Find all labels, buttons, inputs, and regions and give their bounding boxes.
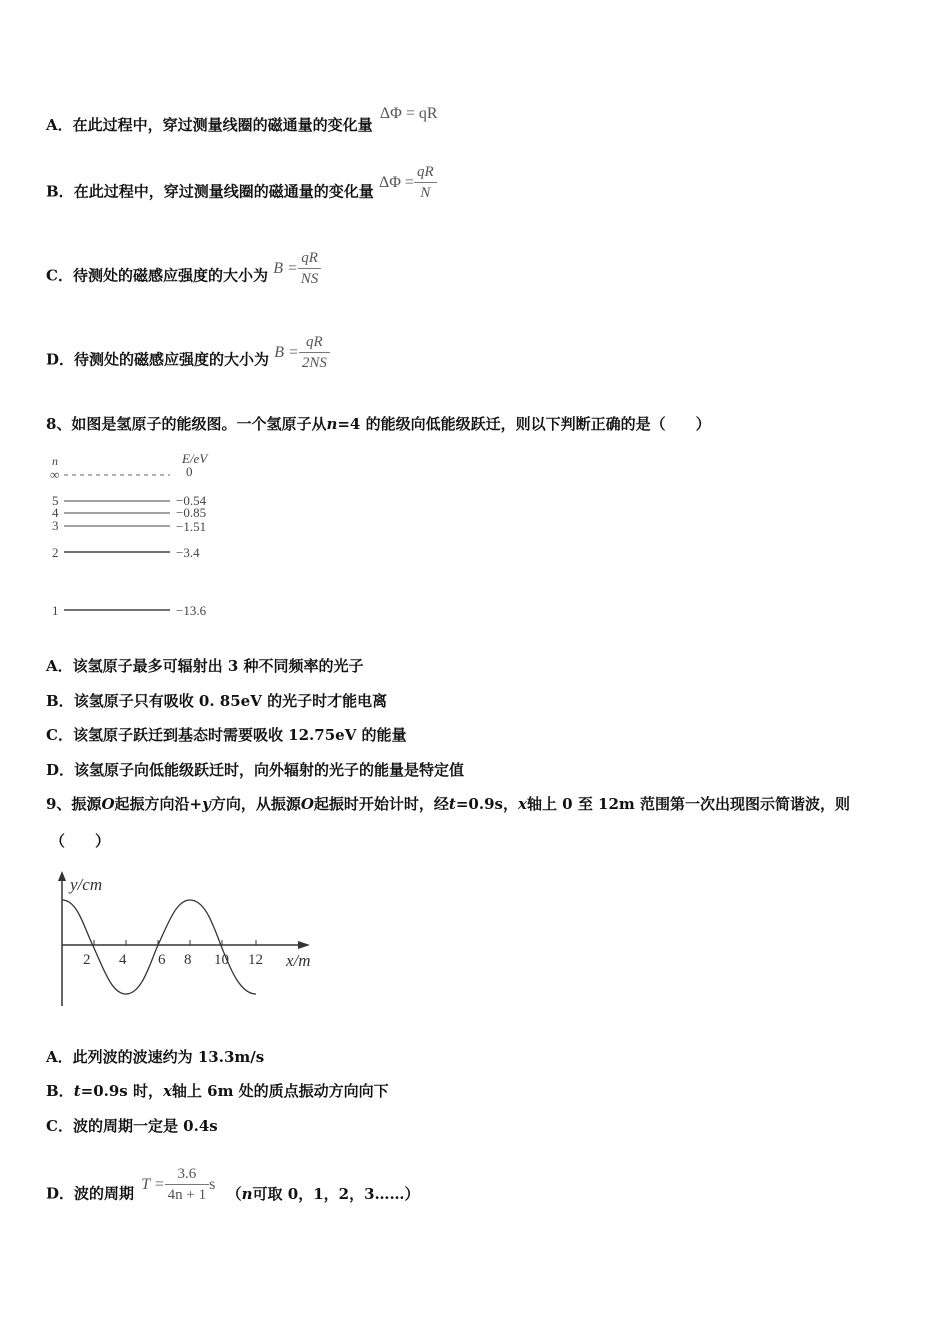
tick-label: 10 [214, 952, 229, 968]
stem-text: =4 的能级向低能级跃迁，则以下判断正确的是（ ） [337, 415, 711, 433]
option-label: D． [46, 350, 75, 369]
option-label: C． [46, 726, 73, 744]
stem-variable: O [300, 795, 314, 813]
fraction [298, 248, 322, 289]
option-label: D． [46, 1184, 75, 1203]
tick-label: 4 [119, 952, 127, 968]
q8-option-b [46, 690, 387, 711]
stem-text: 方向，从振源 [210, 795, 301, 813]
q9-option-b [46, 1080, 389, 1101]
energy-axis-label: E/eV [182, 451, 208, 466]
q8-option-c [46, 724, 407, 745]
n-axis-label: n [52, 454, 58, 468]
y-axis-arrow [58, 871, 66, 881]
option-text: 该氢原子跃迁到基态时需要吸收 12.75eV 的能量 [72, 726, 407, 744]
stem-variable: n [326, 415, 338, 433]
tick-label: 2 [83, 952, 91, 968]
option-text: =0.9s 时， [80, 1082, 163, 1100]
numerator: 3.6 [165, 1164, 209, 1185]
q9-option-d [46, 1166, 420, 1215]
energy-level-diagram [44, 450, 234, 625]
formula-lhs: T = [141, 1175, 165, 1193]
option-text: 波的周期 [74, 1184, 135, 1203]
option-text: 在此过程中，穿过测量线圈的磁通量的变化量 [73, 182, 374, 201]
denominator: N [420, 185, 431, 201]
option-text: 此列波的波速约为 13.3m/s [72, 1048, 265, 1066]
q7-option-a [46, 105, 438, 135]
stem-text: 轴上 0 至 12m 范围第一次出现图示简谐波，则 [526, 795, 851, 813]
q7-option-d [46, 334, 330, 381]
numerator: qR [299, 332, 330, 353]
option-text: 轴上 6m 处的质点振动方向向下 [171, 1082, 389, 1100]
wave-graph [50, 868, 330, 1013]
q9-stem [46, 793, 850, 814]
level-n-4: 4 [52, 505, 59, 520]
option-label: A． [46, 116, 73, 134]
x-axis-label: x/m [286, 951, 311, 970]
option-text: 该氢原子最多可辐射出 3 种不同频率的光子 [72, 657, 364, 675]
formula-lhs: B = [274, 343, 299, 361]
unit: s [209, 1175, 216, 1193]
level-e-3: −1.51 [176, 519, 207, 534]
variable-t: t [73, 1082, 81, 1100]
stem-text: 起振方向沿+ [114, 795, 203, 813]
tick-label: 8 [184, 952, 192, 968]
numerator: qR [414, 162, 437, 183]
q7-option-b [46, 164, 437, 213]
denominator: 4n + 1 [167, 1187, 207, 1203]
option-text: 在此过程中，穿过测量线圈的磁通量的变化量 [72, 116, 373, 134]
stem-text: 起振时开始计时，经 [313, 795, 449, 813]
note [227, 1185, 420, 1203]
level-e-4: −0.85 [176, 505, 207, 520]
stem-variable: y [202, 795, 211, 813]
option-label: A． [46, 657, 73, 675]
fraction [299, 332, 330, 373]
formula-lhs: B = [273, 259, 298, 277]
denominator: 2NS [301, 355, 327, 371]
stem-text: 8、如图是氢原子的能级图。一个氢原子从 [46, 415, 327, 433]
y-axis-label: y/cm [70, 875, 103, 894]
note-variable: n [241, 1184, 253, 1203]
wave-curve [62, 900, 256, 994]
level-n-3: 3 [52, 518, 59, 533]
q9-option-c [46, 1115, 218, 1136]
fraction [165, 1164, 209, 1205]
level-e-2: −3.4 [176, 545, 200, 560]
option-label: C． [46, 1117, 73, 1135]
stem-text: 9、振源 [46, 795, 102, 813]
option-text: 待测处的磁感应强度的大小为 [74, 350, 270, 369]
level-e-inf: 0 [186, 464, 193, 479]
level-n-inf: ∞ [50, 467, 60, 482]
variable-x: x [162, 1082, 172, 1100]
level-e-5: −0.54 [176, 493, 207, 508]
stem-variable: x [517, 795, 527, 813]
option-text: 波的周期一定是 0.4s [72, 1117, 218, 1135]
q8-option-d [46, 759, 464, 780]
option-label: B． [46, 692, 74, 710]
stem-variable: O [101, 795, 115, 813]
note-text: （ [226, 1184, 242, 1203]
x-axis-arrow [298, 941, 310, 949]
q9-answer-paren: （ ） [50, 832, 111, 850]
stem-text: =0.9s， [455, 795, 518, 813]
option-label: A． [46, 1048, 73, 1066]
level-n-5: 5 [52, 493, 59, 508]
note-text: 可取 0，1，2，3……） [252, 1184, 420, 1203]
level-n-2: 2 [52, 545, 59, 560]
option-label: B． [46, 1082, 74, 1100]
denominator: NS [300, 271, 319, 287]
option-text: 该氢原子只有吸收 0. 85eV 的光子时才能电离 [73, 692, 388, 710]
fraction [414, 162, 437, 203]
level-e-1: −13.6 [176, 603, 207, 618]
tick-label: 12 [248, 952, 263, 968]
option-text: 该氢原子向低能级跃迁时，向外辐射的光子的能量是特定值 [74, 761, 465, 779]
tick-label: 6 [158, 952, 166, 968]
option-label: C． [46, 266, 73, 285]
option-label: B． [46, 182, 74, 201]
formula-lhs: ΔΦ = [378, 173, 414, 191]
q8-option-a [46, 655, 364, 676]
formula-delta-phi: ΔΦ = qR [379, 105, 438, 122]
stem-variable: t [448, 795, 456, 813]
level-n-1: 1 [52, 603, 59, 618]
q9-option-a [46, 1046, 264, 1067]
option-text: 待测处的磁感应强度的大小为 [72, 266, 268, 285]
q8-stem [46, 413, 711, 434]
option-label: D． [46, 761, 75, 779]
numerator: qR [298, 248, 322, 269]
q7-option-c [46, 250, 321, 297]
